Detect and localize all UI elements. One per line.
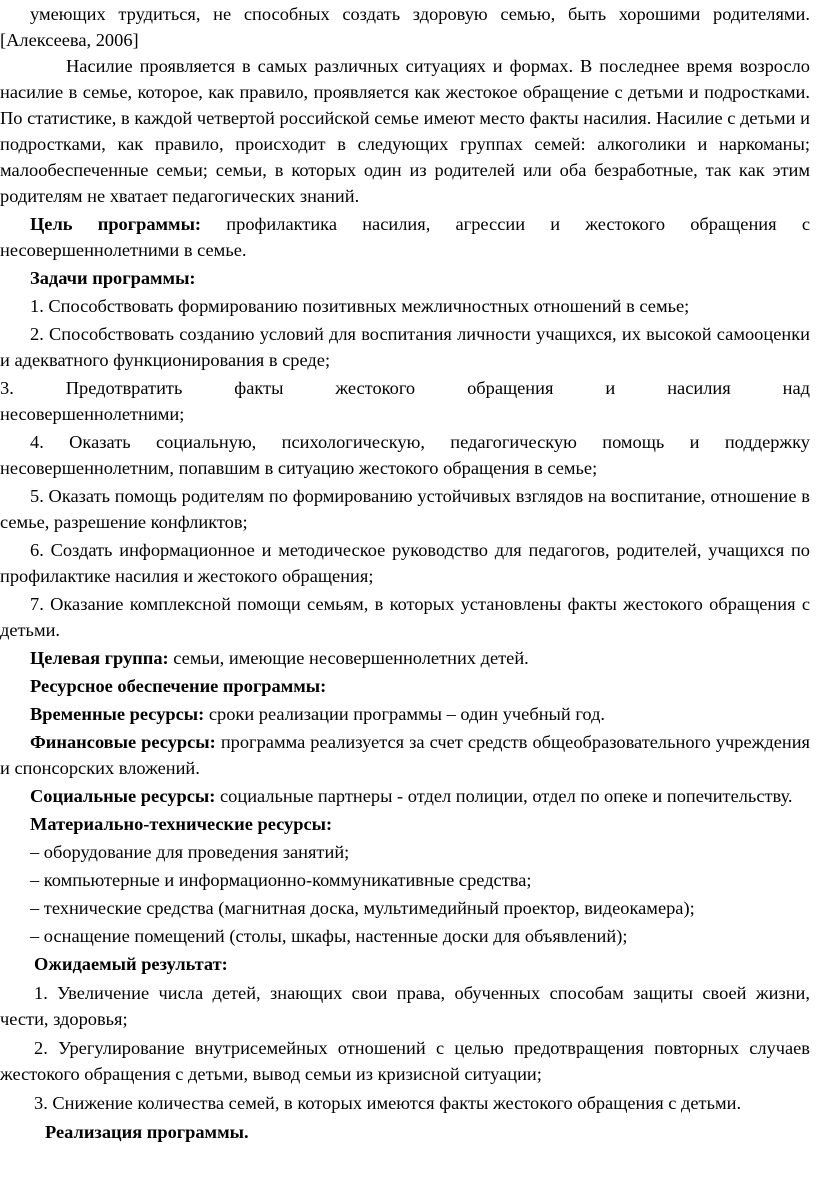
task-3-second-line: несовершеннолетними; xyxy=(0,404,185,424)
task-item: 7. Оказание комплексной помощи семьям, в которых установлены факты жестокого обращения с детьми. xyxy=(0,594,810,640)
expected-result-list xyxy=(0,980,810,1116)
time-resources-label: Временные ресурсы: xyxy=(30,704,205,724)
target-group-label: Целевая группа: xyxy=(30,648,169,668)
material-resource-item: – технические средства (магнитная доска, мультимедийный проектор, видеокамера); xyxy=(30,898,695,918)
target-group-text: семьи, имеющие несовершеннолетних детей. xyxy=(168,648,529,668)
social-resources-label: Социальные ресурсы: xyxy=(30,786,216,806)
target-group-paragraph xyxy=(0,645,810,671)
time-resources-paragraph xyxy=(0,701,810,727)
financial-resources-label: Финансовые ресурсы: xyxy=(30,732,216,752)
expected-result-heading: Ожидаемый результат: xyxy=(34,954,228,974)
violence-paragraph: Насилие проявляется в самых различных ситуациях и формах. В последнее время возросло насилие в семье, которое, как правило, проявляется как жестокое обращение с детьми и подростками. По статистике, в каждой четвертой российской семье имеют место факты насилия. Насилие с детьми и подростками, как правило, происходит в следующих группах семей: алкоголики и наркоманы; малообеспеченные семьи; семьи, в которых один из родителей или оба безработные, так как этим родителям не хватает педагогических знаний. xyxy=(0,56,810,206)
goal-label: Цель программы: xyxy=(30,214,202,234)
task-item: 6. Создать информационное и методическое руководство для педагогов, родителей, учащихся по профилактике насилия и жестокого обращения; xyxy=(0,540,810,586)
social-resources-text: социальные партнеры - отдел полиции, отдел по опеке и попечительству. xyxy=(215,786,793,806)
intro-tail-paragraph: умеющих трудиться, не способных создать здоровую семью, быть хорошими родителями. [Алексеева, 2006] xyxy=(0,4,810,50)
task-item: 1. Способствовать формированию позитивных межличностных отношений в семье; xyxy=(30,296,690,316)
tasks-list xyxy=(0,293,810,643)
material-resource-item: – оснащение помещений (столы, шкафы, настенные доски для объявлений); xyxy=(30,926,628,946)
financial-resources-paragraph xyxy=(0,729,810,781)
task-item: 4. Оказать социальную, психологическую, педагогическую помощь и поддержку несовершеннолетним, попавшим в ситуацию жестокого обращения в семье; xyxy=(0,432,810,478)
tasks-heading: Задачи программы: xyxy=(30,268,196,288)
resources-heading: Ресурсное обеспечение программы: xyxy=(30,676,327,696)
task-item xyxy=(0,375,810,427)
material-resources-heading: Материально-технические ресурсы: xyxy=(30,814,333,834)
social-resources-paragraph xyxy=(0,783,810,809)
task-3-first-line: 3. Предотвратить факты жестокого обращения и насилия над xyxy=(0,378,810,398)
goal-paragraph xyxy=(0,211,810,263)
expected-result-item: 1. Увеличение числа детей, знающих свои права, обученных способам защиты своей жизни, чести, здоровья; xyxy=(0,983,810,1029)
task-item: 5. Оказать помощь родителям по формированию устойчивых взглядов на воспитание, отношение в семье, разрешение конфликтов; xyxy=(0,486,810,532)
material-resource-item: – компьютерные и информационно-коммуникативные средства; xyxy=(30,870,532,890)
material-resource-item: – оборудование для проведения занятий; xyxy=(30,842,350,862)
goal-text: профилактика насилия, агрессии и жестокого обращения с несовершеннолетними в семье. xyxy=(0,214,810,260)
expected-result-item: 2. Урегулирование внутрисемейных отношений с целью предотвращения повторных случаев жестокого обращения с детьми, вывод семьи из кризисной ситуации; xyxy=(0,1038,810,1084)
time-resources-text: сроки реализации программы – один учебный год. xyxy=(204,704,606,724)
implementation-heading: Реализация программы. xyxy=(45,1122,249,1142)
expected-result-item: 3. Снижение количества семей, в которых имеются факты жестокого обращения с детьми. xyxy=(34,1093,742,1113)
task-item: 2. Способствовать созданию условий для воспитания личности учащихся, их высокой самооценки и адекватного функционирования в среде; xyxy=(0,324,810,370)
material-resources-list xyxy=(0,839,810,949)
financial-resources-text: программа реализуется за счет средств общеобразовательного учреждения и спонсорских вложений. xyxy=(0,732,810,778)
